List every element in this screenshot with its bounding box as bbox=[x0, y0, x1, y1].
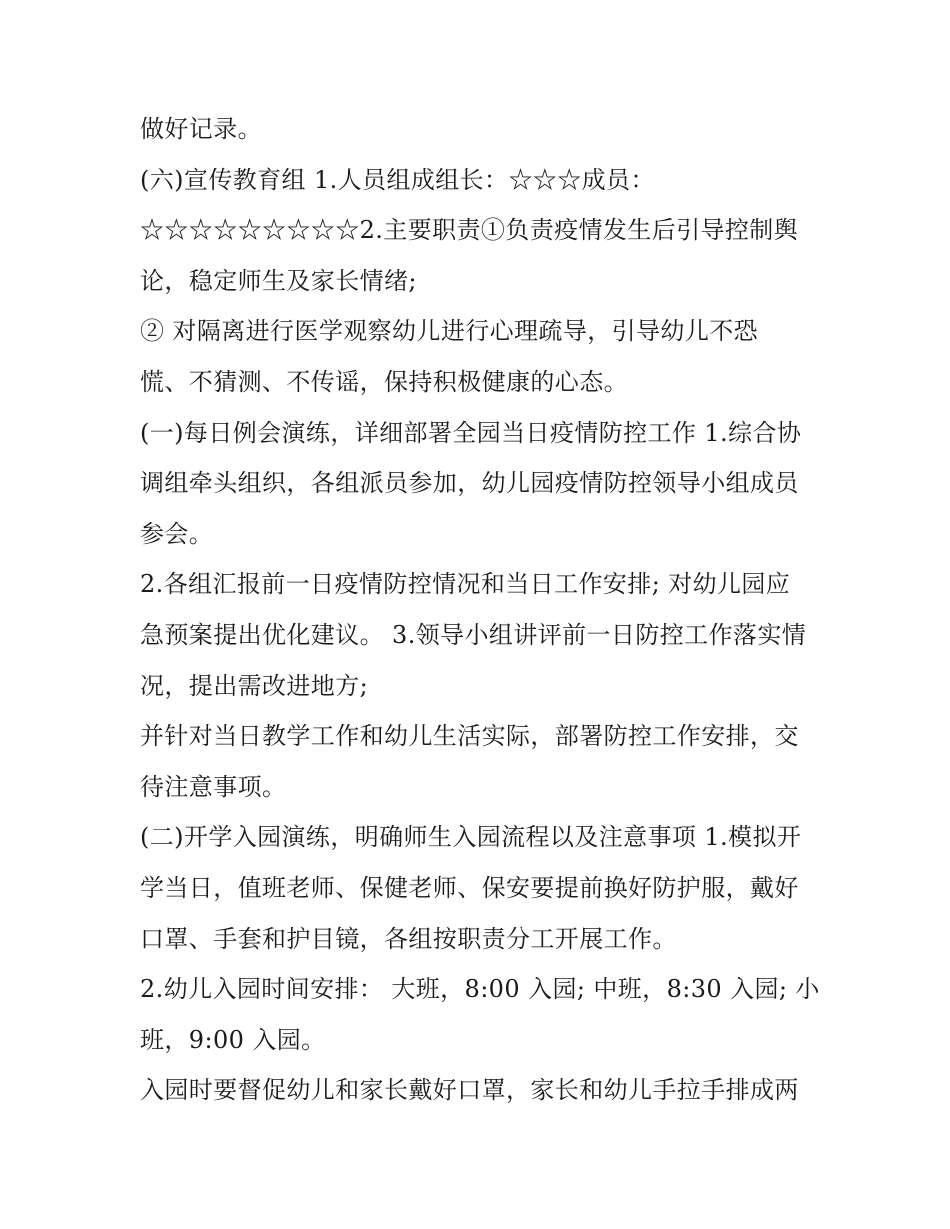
text-line: 2.各组汇报前一日疫情防控情况和当日工作安排; 对幼儿园应 bbox=[140, 570, 791, 599]
text-line: 2.幼儿入园时间安排： 大班，8:00 入园; 中班，8:30 入园; 小 bbox=[140, 975, 820, 1004]
text-line: 口罩、手套和护目镜，各组按职责分工开展工作。 bbox=[140, 924, 677, 953]
text-line: 入园时要督促幼儿和家长戴好口罩，家长和幼儿手拉手排成两 bbox=[140, 1076, 799, 1105]
text-line: 做好记录。 bbox=[140, 115, 262, 143]
text-line: 论，稳定师生及家长情绪; bbox=[140, 266, 417, 295]
document-body bbox=[140, 104, 820, 1116]
text-line: 并针对当日教学工作和幼儿生活实际，部署防控工作安排，交 bbox=[140, 722, 799, 751]
text-line: 况，提出需改进地方; bbox=[140, 671, 369, 700]
text-line: ☆☆☆☆☆☆☆☆☆2.主要职责①负责疫情发生后引导控制舆 bbox=[140, 216, 799, 245]
text-line: 慌、不猜测、不传谣，保持积极健康的心态。 bbox=[140, 367, 628, 396]
text-line: 调组牵头组织，各组派员参加，幼儿园疫情防控领导小组成员 bbox=[140, 469, 799, 498]
text-line: 待注意事项。 bbox=[140, 772, 287, 801]
text-line: 参会。 bbox=[140, 519, 214, 548]
text-line: ② 对隔离进行医学观察幼儿进行心理疏导，引导幼儿不恐 bbox=[140, 317, 759, 346]
text-line: (二)开学入园演练，明确师生入园流程以及注意事项 1.模拟开 bbox=[140, 823, 802, 852]
text-line: (六)宣传教育组 1.人员组成组长：☆☆☆成员： bbox=[140, 165, 655, 194]
text-line: 急预案提出优化建议。 3.领导小组讲评前一日防控工作落实情 bbox=[140, 620, 807, 649]
text-line: 学当日，值班老师、保健老师、保安要提前换好防护服，戴好 bbox=[140, 873, 799, 902]
text-line: 班，9:00 入园。 bbox=[140, 1025, 326, 1054]
text-line: (一)每日例会演练，详细部署全园当日疫情防控工作 1.综合协 bbox=[140, 418, 802, 447]
